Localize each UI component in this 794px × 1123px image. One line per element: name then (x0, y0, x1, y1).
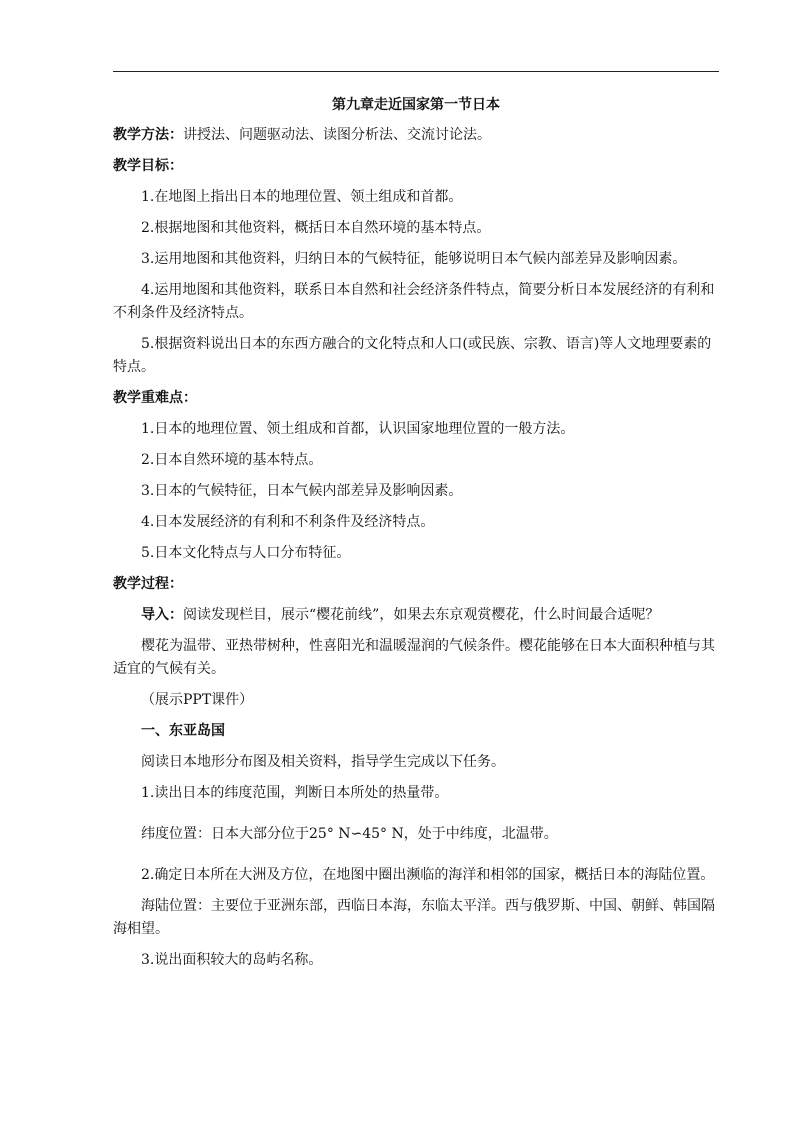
key-point-item: 1.日本的地理位置、领土组成和首都，认识国家地理位置的一般方法。 (141, 421, 575, 437)
goal-item: 5.根据资料说出日本的东西方融合的文化特点和人口(或民族、宗教、语言)等人文地理要素的特点。 (113, 336, 712, 375)
process-heading: 教学过程： (113, 576, 183, 592)
task-1: 1.读出日本的纬度范围，判断日本所处的热量带。 (141, 785, 449, 801)
key-point-item: 5.日本文化特点与人口分布特征。 (141, 545, 351, 561)
key-points-heading: 教学重难点： (113, 390, 197, 406)
method-text: 讲授法、问题驱动法、读图分析法、交流讨论法。 (183, 127, 491, 143)
ppt-note: （展示PPT课件） (141, 692, 254, 708)
teaching-method (113, 124, 719, 147)
intro-label: 导入： (141, 607, 183, 623)
goal-item: 3.运用地图和其他资料，归纳日本的气候特征，能够说明日本气候内部差异及影响因素。 (141, 251, 687, 267)
sea-land-answer: 海陆位置：主要位于亚洲东部，西临日本海，东临太平洋。西与俄罗斯、中国、朝鲜、韩国隔海相望。 (113, 898, 715, 937)
intro-text: 阅读发现栏目，展示“樱花前线”，如果去东京观赏樱花，什么时间最合适呢？ (183, 607, 660, 623)
latitude-answer: 纬度位置：日本大部分位于25° N∽45° N，处于中纬度，北温带。 (141, 826, 558, 842)
spacer (113, 813, 719, 823)
goal-item: 1.在地图上指出日本的地理位置、领土组成和首都。 (141, 189, 463, 205)
task-3: 3.说出面积较大的岛屿名称。 (141, 952, 323, 968)
document-title: 第九章走近国家第一节日本 (332, 97, 500, 113)
task-2: 2.确定日本所在大洲及方位，在地图中圈出濒临的海洋和相邻的国家，概括日本的海陆位置。 (141, 867, 715, 883)
goal-item: 4.运用地图和其他资料，联系日本自然和社会经济条件特点，简要分析日本发展经济的有利和不利条件及经济特点。 (113, 282, 715, 321)
section-1-intro: 阅读日本地形分布图及相关资料，指导学生完成以下任务。 (141, 754, 505, 770)
goal-item: 2.根据地图和其他资料，概括日本自然环境的基本特点。 (141, 220, 491, 236)
intro-paragraph (113, 604, 719, 627)
sakura-paragraph: 樱花为温带、亚热带树种，性喜阳光和温暖湿润的气候条件。樱花能够在日本大面积种植与其适宜的气候有关。 (113, 638, 715, 677)
document-body (113, 95, 719, 980)
section-1-heading: 一、东亚岛国 (141, 723, 225, 739)
header-rule (113, 71, 719, 72)
key-point-item: 3.日本的气候特征，日本气候内部差异及影响因素。 (141, 483, 463, 499)
spacer (113, 854, 719, 864)
goals-heading: 教学目标： (113, 158, 183, 174)
key-point-item: 4.日本发展经济的有利和不利条件及经济特点。 (141, 514, 435, 530)
method-label: 教学方法： (113, 127, 183, 143)
key-point-item: 2.日本自然环境的基本特点。 (141, 452, 323, 468)
